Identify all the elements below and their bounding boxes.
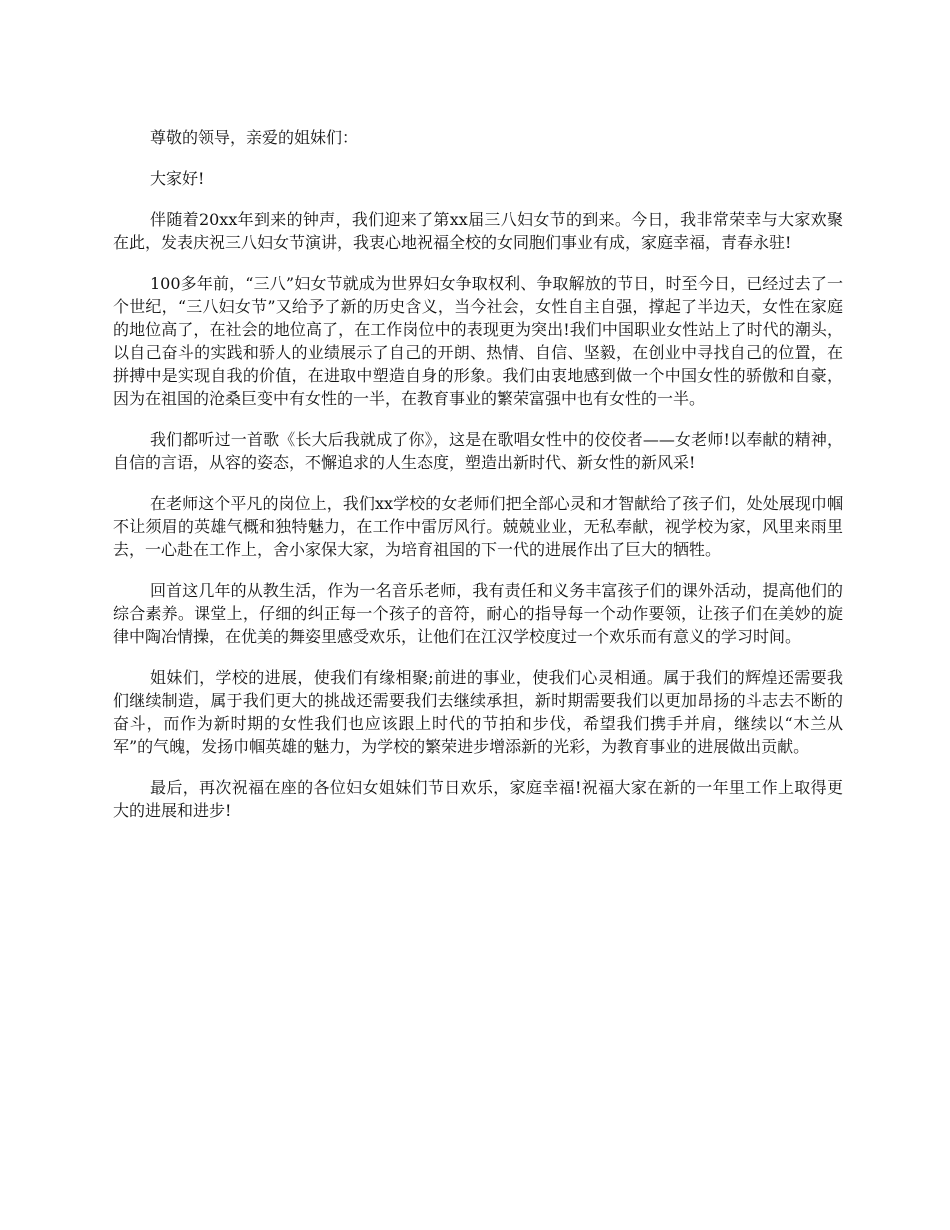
paragraph: 伴随着20xx年到来的钟声，我们迎来了第xx届三八妇女节的到来。今日，我非常荣幸与大家欢聚在此，发表庆祝三八妇女节演讲，我衷心地祝福全校的女同胞们事业有成，家庭幸福，青春永驻!: [113, 210, 843, 252]
paragraph: 我们都听过一首歌《长大后我就成了你》，这是在歌唱女性中的佼佼者——女老师!以奉献的精神，自信的言语，从容的姿态，不懈追求的人生态度，塑造出新时代、新女性的新风采!: [113, 430, 843, 472]
paragraph: 100多年前，“三八”妇女节就成为世界妇女争取权利、争取解放的节日，时至今日，已经过去了一个世纪，“三八妇女节”又给予了新的历史含义，当今社会，女性自主自强，撑起了半边天，女性在家庭的地位高了，在社会的地位高了，在工作岗位中的表现更为突出!我们中国职业女性站上了时代的潮头，以自己奋斗的实践和骄人的业绩展示了自己的开朗、热情、自信、坚毅，在创业中寻找自己的位置，在拼搏中是实现自我的价值，在进取中塑造自身的形象。我们由衷地感到做一个中国女性的骄傲和自豪，因为在祖国的沧桑巨变中有女性的一半，在教育事业的繁荣富强中也有女性的一半。: [113, 274, 843, 408]
paragraph: 姐妹们，学校的进展，使我们有缘相聚;前进的事业，使我们心灵相通。属于我们的辉煌还需要我们继续制造，属于我们更大的挑战还需要我们去继续承担，新时期需要我们以更加昂扬的斗志去不断的奋斗，而作为新时期的女性我们也应该跟上时代的节拍和步伐，希望我们携手并肩，继续以“木兰从军”的气魄，发扬巾帼英雄的魅力，为学校的繁荣进步增添新的光彩，为教育事业的进展做出贡献。: [113, 668, 843, 756]
salutation: 尊敬的领导，亲爱的姐妹们：: [150, 128, 359, 147]
paragraph: 回首这几年的从教生活，作为一名音乐老师，我有责任和义务丰富孩子们的课外活动，提高他们的综合素养。课堂上，仔细的纠正每一个孩子的音符，耐心的指导每一个动作要领，让孩子们在美妙的旋律中陶冶情操，在优美的舞姿里感受欢乐，让他们在江汉学校度过一个欢乐而有意义的学习时间。: [113, 581, 843, 646]
paragraph: 在老师这个平凡的岗位上，我们xx学校的女老师们把全部心灵和才智献给了孩子们，处处展现巾帼不让须眉的英雄气概和独特魅力，在工作中雷厉风行。兢兢业业，无私奉献，视学校为家，风里来雨里去，一心赴在工作上，舍小家保大家，为培育祖国的下一代的进展作出了巨大的牺牲。: [113, 494, 843, 559]
greeting: 大家好!: [150, 169, 205, 188]
document-body: [113, 126, 843, 840]
closing-paragraph: 最后，再次祝福在座的各位妇女姐妹们节日欢乐，家庭幸福!祝福大家在新的一年里工作上取得更大的进展和进步!: [113, 778, 843, 820]
